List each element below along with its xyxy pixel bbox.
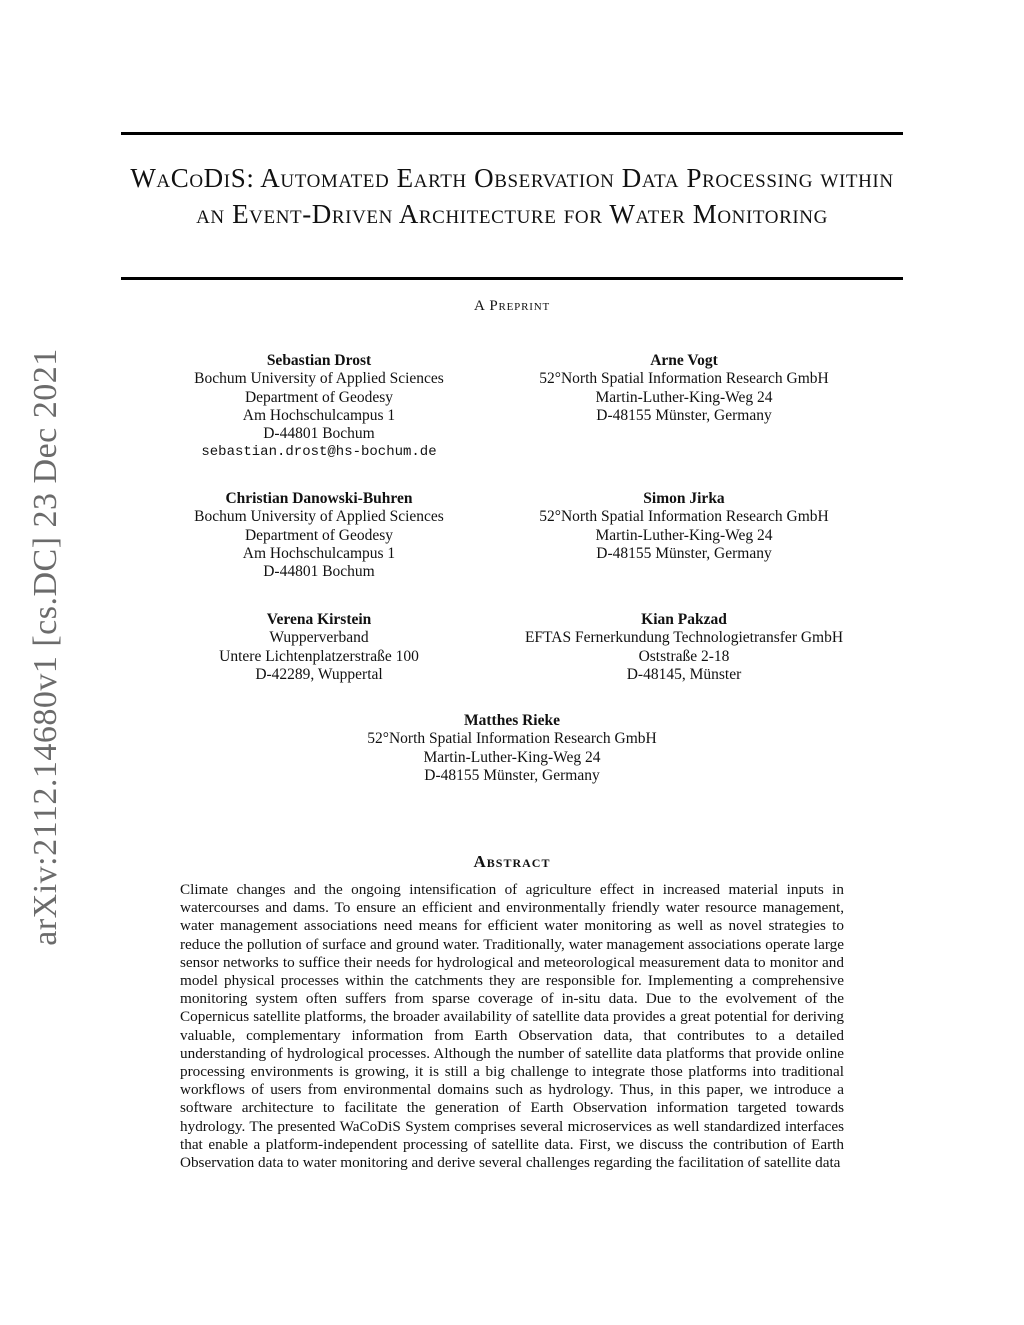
author-affiliation-line: Department of Geodesy — [244, 388, 394, 406]
abstract-heading: Abstract — [473, 852, 551, 871]
author-affiliation-line: Am Hochschulcampus 1 — [242, 406, 396, 424]
title-rule-top — [121, 132, 903, 135]
author-name: Matthes Rieke — [464, 712, 560, 729]
author-affiliation-line: 52°North Spatial Information Research GmbH — [539, 508, 829, 526]
paper-title: WaCoDiS: Automated Earth Observation Data Processing within an Event-Driven Architecture for Water Monitoring — [130, 163, 894, 229]
author-affiliation-line: Martin-Luther-King-Weg 24 — [423, 748, 601, 766]
author-affiliation-line: D-44801 Bochum — [263, 425, 375, 443]
author-affiliation-line: D-48155 Münster, Germany — [596, 544, 772, 562]
author-affiliation-line: 52°North Spatial Information Research GmbH — [367, 730, 657, 748]
author-name: Arne Vogt — [650, 352, 718, 369]
author-block — [484, 611, 884, 684]
author-name: Christian Danowski-Buhren — [225, 490, 413, 507]
author-affiliation-line: Bochum University of Applied Sciences — [194, 508, 444, 526]
author-affiliation-line: Department of Geodesy — [244, 526, 394, 544]
author-affiliation-line: EFTAS Fernerkundung Technologietransfer GmbH — [524, 629, 844, 647]
author-affiliation-line: Oststraße 2-18 — [638, 647, 730, 665]
author-block — [484, 490, 884, 563]
abstract-text: Climate changes and the ongoing intensification of agriculture effect in increased material inputs in watercourses and dams. To ensure an efficient and environmentally friendly water resource management, water management associations need means for efficient water monitoring as well as novel strategies to reduce the pollution of surface and ground water. Traditionally, water management associations operate large sensor networks to suffice their needs for hydrological and meteorological measurement data to monitor and model physical processes within the catchments they are responsible for. Implementing a comprehensive monitoring system often suffers from sparse coverage of in-situ data. Due to the evolvement of the Copernicus satellite platforms, the broader availability of satellite data provides a great potential for deriving valuable, complementary information from Earth Observation data, that contributes to a detailed understanding of hydrological processes. Although the number of satellite data platforms that provide online processing environments is growing, it is still a big challenge to integrate those platforms into traditional workflows of users from environmental domains such as hydrology. Thus, in this paper, we introduce a software architecture to facilitate the generation of Earth Observation information targeted towards hydrology. The presented WaCoDiS System comprises several microservices as well standardized interfaces that enable a platform-independent processing of satellite data. First, we discuss the contribution of Earth Observation data to water monitoring and derive several challenges regarding the facilitation of satellite data — [180, 881, 844, 1172]
author-affiliation-line: Wupperverband — [269, 629, 369, 647]
author-affiliation-line: D-42289, Wuppertal — [255, 665, 383, 683]
author-block — [312, 712, 712, 785]
author-affiliation-line: Martin-Luther-King-Weg 24 — [595, 388, 773, 406]
author-affiliation-line: D-44801 Bochum — [263, 563, 375, 581]
author-name: Simon Jirka — [643, 490, 725, 507]
author-email[interactable]: sebastian.drost@hs-bochum.de — [201, 444, 437, 461]
author-block — [119, 611, 519, 684]
author-block — [484, 352, 884, 425]
author-affiliation-line: Martin-Luther-King-Weg 24 — [595, 526, 773, 544]
author-affiliation-line: Am Hochschulcampus 1 — [242, 544, 396, 562]
author-affiliation-line: D-48155 Münster, Germany — [596, 406, 772, 424]
author-affiliation-line: D-48155 Münster, Germany — [424, 766, 600, 784]
author-block — [119, 490, 519, 581]
author-affiliation-line: 52°North Spatial Information Research GmbH — [539, 370, 829, 388]
author-affiliation-line: Untere Lichtenplatzerstraße 100 — [219, 647, 419, 665]
author-affiliation-line: Bochum University of Applied Sciences — [194, 370, 444, 388]
author-name: Verena Kirstein — [266, 611, 372, 628]
author-affiliation-line: D-48145, Münster — [626, 665, 742, 683]
author-block — [119, 352, 519, 462]
preprint-label: A Preprint — [474, 298, 550, 314]
author-name: Sebastian Drost — [266, 352, 372, 369]
author-name: Kian Pakzad — [641, 611, 727, 628]
title-rule-bottom — [121, 277, 903, 280]
arxiv-identifier-stamp: arXiv:2112.14680v1 [cs.DC] 23 Dec 2021 — [27, 348, 64, 946]
